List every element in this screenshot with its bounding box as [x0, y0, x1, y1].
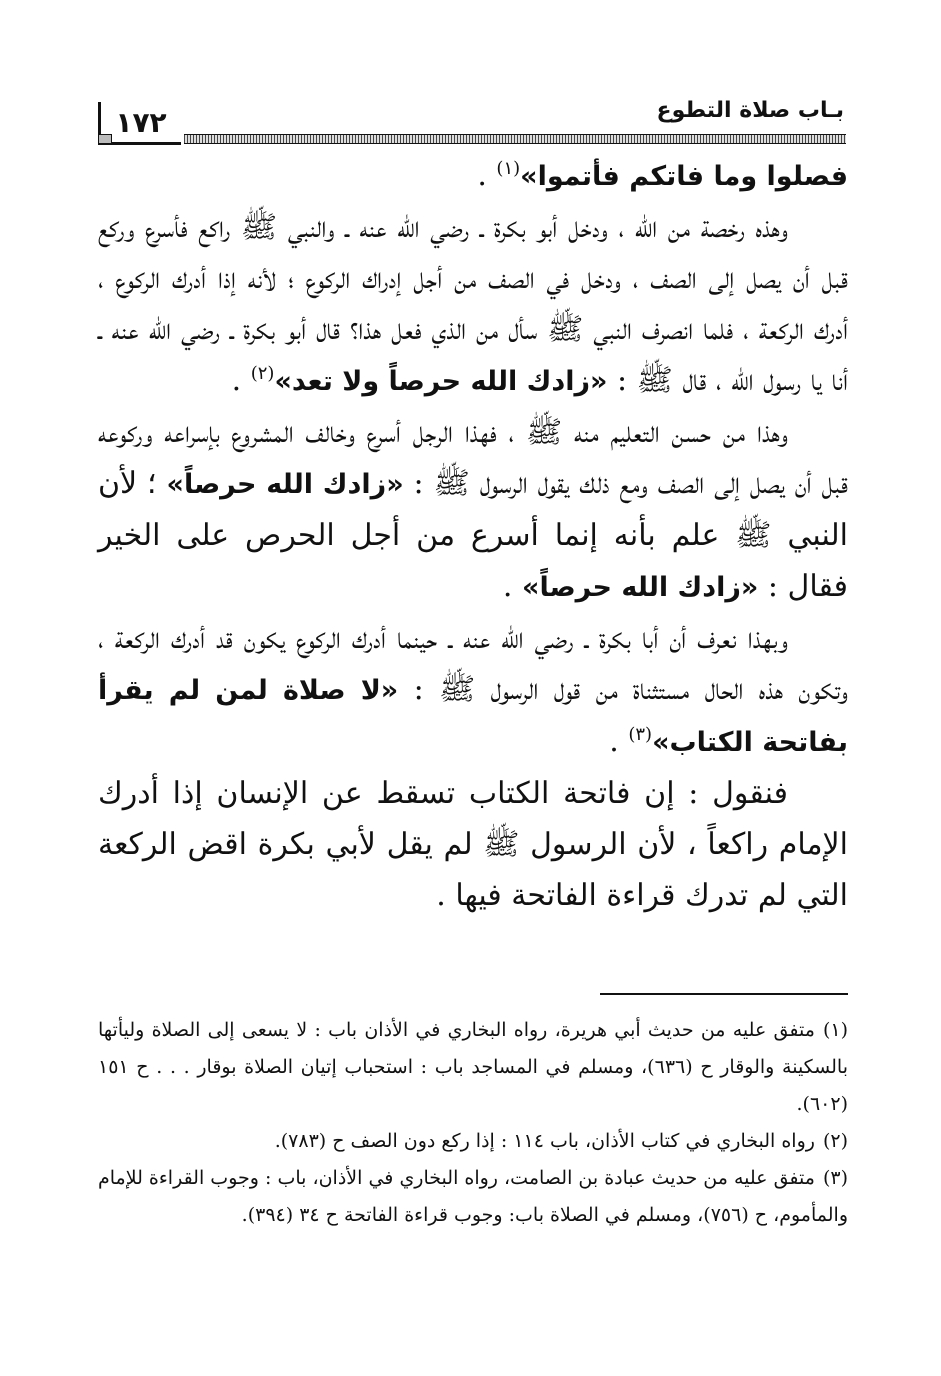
- hadith-quote: «لا صلاة لمن لم يقرأ بفاتحة الكتاب»: [98, 675, 848, 758]
- footnote-number: (٢): [822, 1130, 848, 1152]
- footnote-3: [98, 1160, 848, 1234]
- hadith-quote: «زادك الله حرصاً»: [522, 572, 759, 603]
- footnotes: [98, 1012, 848, 1234]
- footnote-2: [98, 1123, 848, 1160]
- main-text: [98, 150, 848, 921]
- paragraph-1: [98, 150, 848, 202]
- hadith-quote: فصلوا وما فاتكم فأتموا»: [520, 161, 848, 192]
- paragraph-text: وهذا من حسن التعليم منه ﷺ ، فهذا الرجل أسرع وخالف المشروع بإسراعه وركوعه قبل أن يصل إلى الصف ومع ذلك يقول الرسول ﷺ :: [98, 415, 849, 501]
- page-number: ١٧٢: [98, 102, 181, 145]
- paragraph-text: فنقول : إن فاتحة الكتاب تسقط عن الإنسان إذا أدرك الإمام راكعاً ، لأن الرسول ﷺ لم يقل لأبي بكرة اقض الركعة التي لم تدرك قراءة الفاتحة فيها .: [98, 776, 848, 913]
- paragraph-end: .: [477, 158, 497, 193]
- paragraph-3: [98, 407, 848, 613]
- footnote-1: [98, 1012, 848, 1123]
- header-rule: [184, 134, 846, 144]
- paragraph-2: [98, 202, 848, 407]
- footnote-divider: [600, 993, 848, 995]
- footnote-ref-2: (٢): [250, 363, 275, 384]
- chapter-title: بـاب صلاة التطوع: [656, 98, 844, 123]
- paragraph-text: ؛ لأن النبي ﷺ علم بأنه إنما أسرع من أجل الحرص على الخير فقال :: [98, 466, 848, 604]
- hadith-quote: «زادك الله حرصاً ولا تعد»: [274, 366, 608, 397]
- footnote-ref-3: (٣): [628, 724, 653, 745]
- paragraph-end: .: [609, 724, 629, 759]
- footnote-number: (١): [822, 1019, 848, 1041]
- paragraph-text: وبهذا نعرف أن أبا بكرة ـ رضي الله عنه ـ حينما أدرك الركوع يكون قد أدرك الركعة ، وتكون هذه الحال مستثناة من قول الرسول ﷺ :: [98, 621, 849, 707]
- header-rule-left: [98, 134, 112, 144]
- paragraph-text: وهذه رخصة من الله ، ودخل أبو بكرة ـ رضي الله عنه ـ والنبي ﷺ راكع فأسرع وركع قبل أن يصل إلى الصف ، ودخل في الصف من أجل إدراك الركوع ؛ لأنه إذا أدرك الركوع ، أدرك الركعة ، فلما انصرف النبي ﷺ سأل من الذي فعل هذا؟ قال أبو بكرة ـ رضي الله عنه ـ أنا يا رسول الله ، قال ﷺ :: [98, 210, 848, 398]
- paragraph-5: [98, 768, 848, 921]
- footnote-text: متفق عليه من حديث أبي هريرة، رواه البخاري في الأذان باب : لا يسعى إلى الصلاة وليأتها بالسكينة والوقار ح (٦٣٦)، ومسلم في المساجد باب : استحباب إتيان الصلاة بوقار . . . ح ١٥١ (٦٠٢).: [98, 1019, 848, 1115]
- footnote-ref-1: (١): [496, 158, 521, 179]
- running-header: [98, 96, 846, 148]
- paragraph-4: [98, 613, 848, 768]
- hadith-quote: «زادك الله حرصاً»: [166, 469, 404, 500]
- paragraph-end: .: [502, 569, 522, 604]
- footnote-number: (٣): [822, 1167, 848, 1189]
- footnote-text: متفق عليه من حديث عبادة بن الصامت، رواه البخاري في الأذان، باب : وجوب القراءة للإمام والمأموم، ح (٧٥٦)، ومسلم في الصلاة باب: وجوب قراءة الفاتحة ح ٣٤ (٣٩٤).: [98, 1167, 848, 1226]
- footnote-text: رواه البخاري في كتاب الأذان، باب ١١٤ : إذا ركع دون الصف ح (٧٨٣).: [274, 1130, 815, 1152]
- paragraph-end: .: [231, 363, 251, 398]
